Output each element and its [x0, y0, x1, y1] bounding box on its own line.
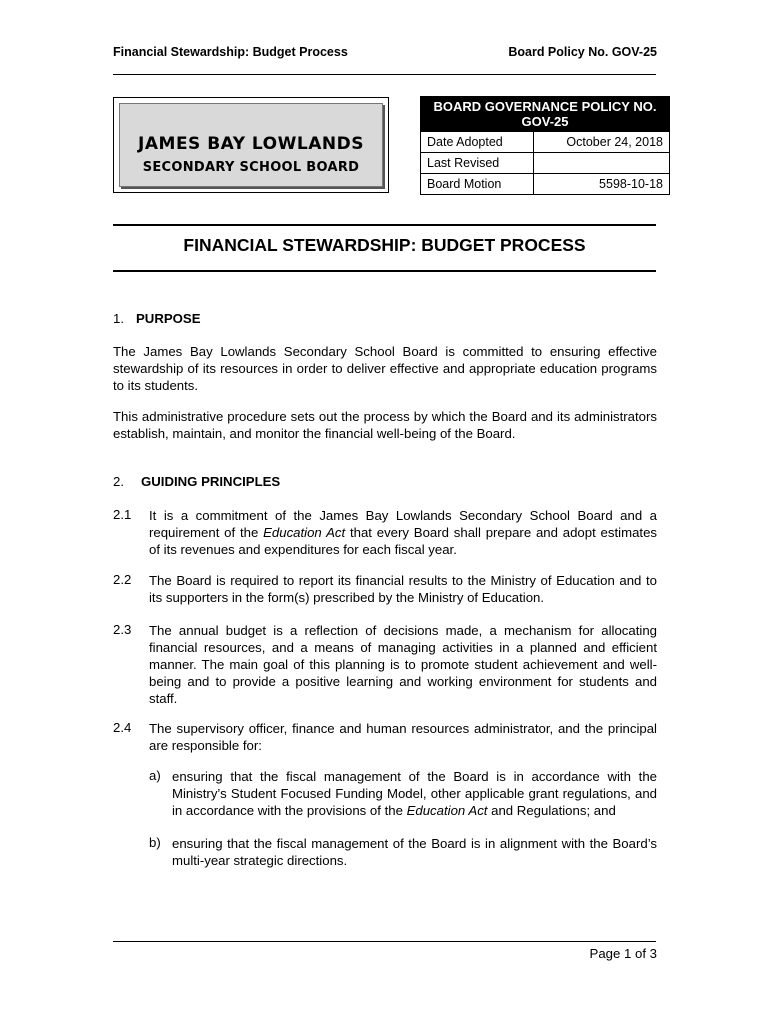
item-2-4-b-letter: b) [149, 835, 161, 850]
header-left: Financial Stewardship: Budget Process [113, 45, 348, 59]
section-2-heading: GUIDING PRINCIPLES [141, 474, 281, 489]
header-rule [113, 74, 656, 75]
board-logo [113, 97, 389, 193]
board-motion-label: Board Motion [421, 174, 534, 195]
item-2-1-text: It is a commitment of the James Bay Lowlands Secondary School Board and a requirement of the Education Act that every Board shall prepare and adopt estimates of its revenues and expenditures for each fiscal year. [149, 508, 657, 557]
logo-panel [119, 103, 383, 187]
item-2-3-text: The annual budget is a reflection of decisions made, a mechanism for allocating financial resources, and a means of managing activities in a planned and efficient manner. The main goal of this planning is to promote student achievement and well-being and to provide a positive learning and working environment for students and staff. [149, 623, 657, 706]
page-number: Page 1 of 3 [589, 946, 657, 961]
item-2-4-a-text: ensuring that the fiscal management of the Board is in accordance with the Ministry’s Student Focused Funding Model, other applicable grant regulations, and in accordance with the provisions of the Education Act and Regulations; and [172, 769, 657, 818]
date-adopted-label: Date Adopted [421, 132, 534, 153]
policy-info-table [420, 96, 670, 195]
policy-table-heading: BOARD GOVERNANCE POLICY NO. GOV-25 [421, 97, 670, 132]
title-rule-top [113, 224, 656, 226]
item-2-4-a-letter: a) [149, 768, 161, 783]
header-right: Board Policy No. GOV-25 [508, 45, 657, 59]
section-2-number: 2. [113, 474, 124, 489]
item-2-4-text: The supervisory officer, finance and human resources administrator, and the principal are responsible for: [149, 721, 657, 753]
purpose-paragraph-2: This administrative procedure sets out the process by which the Board and its administrators establish, maintain, and monitor the financial well-being of the Board. [113, 409, 657, 441]
logo-line2: SECONDARY SCHOOL BOARD [142, 160, 360, 175]
item-2-4-b-text: ensuring that the fiscal management of the Board is in alignment with the Board’s multi-year strategic directions. [172, 836, 657, 868]
item-2-1-number: 2.1 [113, 507, 132, 522]
item-2-2-text: The Board is required to report its financial results to the Ministry of Education and to its supporters in the form(s) prescribed by the Ministry of Education. [149, 573, 657, 605]
date-adopted-value: October 24, 2018 [533, 132, 669, 153]
item-2-2-number: 2.2 [113, 572, 132, 587]
last-revised-label: Last Revised [421, 153, 534, 174]
section-1-number: 1. [113, 311, 124, 326]
logo-line1: JAMES BAY LOWLANDS [138, 134, 364, 154]
table-row [421, 132, 670, 153]
board-motion-value: 5598-10-18 [533, 174, 669, 195]
purpose-paragraph-1: The James Bay Lowlands Secondary School Board is committed to ensuring effective stewardship of its resources in order to deliver effective and appropriate education programs to its students. [113, 344, 657, 393]
page-title: FINANCIAL STEWARDSHIP: BUDGET PROCESS [183, 235, 586, 255]
table-row [421, 174, 670, 195]
item-2-3-number: 2.3 [113, 622, 132, 637]
footer-rule [113, 941, 656, 942]
title-rule-bottom [113, 270, 656, 272]
last-revised-value [533, 153, 669, 174]
table-row [421, 153, 670, 174]
item-2-4-number: 2.4 [113, 720, 132, 735]
section-1-heading: PURPOSE [136, 311, 201, 326]
